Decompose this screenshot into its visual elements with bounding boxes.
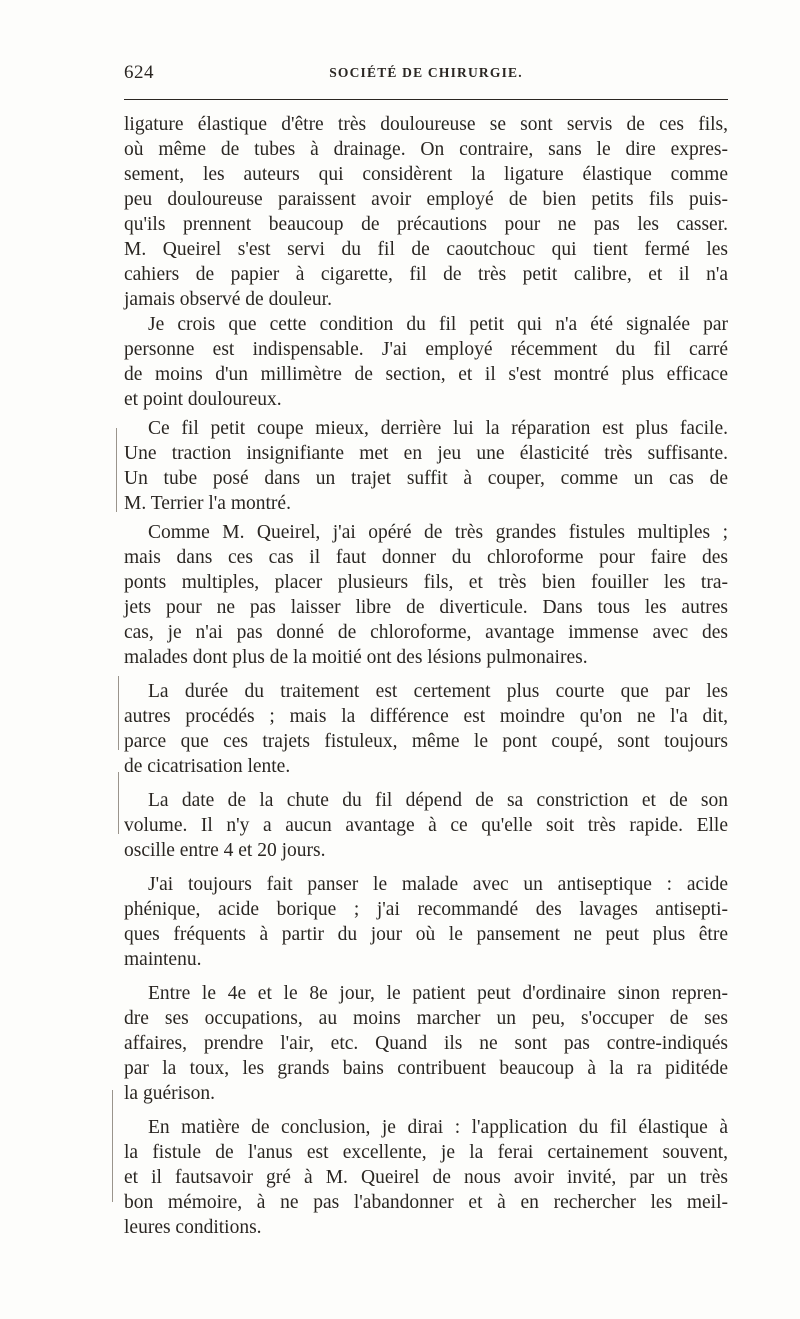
text-line: Entre le 4e et le 8e jour, le patient peut d'ordinaire sinon repren-: [148, 983, 728, 1004]
paragraph: [124, 520, 728, 670]
body-text: [124, 112, 728, 1240]
text-line: et il fautsavoir gré à M. Queirel de nous avoir invité, par un très: [124, 1167, 728, 1188]
text-line: La durée du traitement est certement plus courte que par les: [148, 681, 728, 702]
text-line: Un tube posé dans un trajet suffit à couper, comme un cas de: [124, 468, 728, 489]
text-line: bon mémoire, à ne pas l'abandonner et à en rechercher les meil-: [124, 1192, 728, 1213]
paragraph: [124, 416, 728, 516]
margin-pencil-mark: [112, 1090, 113, 1202]
text-line: et point douloureux.: [124, 389, 282, 410]
text-line: La date de la chute du fil dépend de sa constriction et de son: [148, 790, 728, 811]
text-line: M. Terrier l'a montré.: [124, 493, 291, 514]
text-line: qu'ils prennent beaucoup de précautions pour ne pas les casser.: [124, 214, 728, 235]
text-line: dre ses occupations, au moins marcher un peu, s'occuper de ses: [124, 1008, 728, 1029]
text-line: J'ai toujours fait panser le malade avec un antiseptique : acide: [148, 874, 728, 895]
text-line: M. Queirel s'est servi du fil de caoutchouc qui tient fermé les: [124, 239, 728, 260]
text-line: parce que ces trajets fistuleux, même le pont coupé, sont toujours: [124, 731, 728, 752]
text-line: volume. Il n'y a aucun avantage à ce qu'elle soit très rapide. Elle: [124, 815, 728, 836]
paragraph: [124, 679, 728, 779]
paragraph: [124, 788, 728, 863]
text-line: peu douloureuse paraissent avoir employé de bien petits fils puis-: [124, 189, 728, 210]
text-line: jets pour ne pas laisser libre de diverticule. Dans tous les autres: [124, 597, 728, 618]
paragraph: [124, 872, 728, 972]
margin-pencil-mark: [118, 676, 119, 750]
paragraph: [124, 981, 728, 1106]
text-line: ligature élastique d'être très douloureuse se sont servis de ces fils,: [124, 114, 728, 135]
text-line: malades dont plus de la moitié ont des lésions pulmonaires.: [124, 647, 588, 668]
text-line: cahiers de papier à cigarette, fil de très petit calibre, et il n'a: [124, 264, 728, 285]
text-line: Une traction insignifiante met en jeu une élasticité très suffisante.: [124, 443, 728, 464]
paragraph: [124, 1115, 728, 1240]
page-header: [124, 62, 728, 88]
text-line: ponts multiples, placer plusieurs fils, et très bien fouiller les tra-: [124, 572, 728, 593]
text-line: leures conditions.: [124, 1217, 262, 1238]
page-number: 624: [124, 62, 154, 83]
text-line: autres procédés ; mais la différence est moindre qu'on ne l'a dit,: [124, 706, 728, 727]
text-line: de moins d'un millimètre de section, et il s'est montré plus efficace: [124, 364, 728, 385]
text-line: de cicatrisation lente.: [124, 756, 291, 777]
header-rule: [124, 99, 728, 100]
text-line: Comme M. Queirel, j'ai opéré de très grandes fistules multiples ;: [148, 522, 728, 543]
text-line: affaires, prendre l'air, etc. Quand ils ne sont pas contre-indiqués: [124, 1033, 728, 1054]
text-line: cas, je n'ai pas donné de chloroforme, avantage immense avec des: [124, 622, 728, 643]
margin-pencil-mark: [118, 772, 119, 834]
text-line: maintenu.: [124, 949, 202, 970]
text-line: Ce fil petit coupe mieux, derrière lui la réparation est plus facile.: [148, 418, 728, 439]
text-line: par la toux, les grands bains contribuent beaucoup à la ra piditéde: [124, 1058, 728, 1079]
margin-pencil-mark: [116, 428, 117, 512]
text-line: où même de tubes à drainage. On contraire, sans le dire expres-: [124, 139, 728, 160]
text-line: phénique, acide borique ; j'ai recommandé des lavages antisepti-: [124, 899, 728, 920]
text-line: Je crois que cette condition du fil petit qui n'a été signalée par: [148, 314, 728, 335]
paragraph: [124, 112, 728, 312]
text-line: la guérison.: [124, 1083, 215, 1104]
text-line: jamais observé de douleur.: [124, 289, 332, 310]
text-line: mais dans ces cas il faut donner du chloroforme pour faire des: [124, 547, 728, 568]
text-line: En matière de conclusion, je dirai : l'application du fil élastique à: [148, 1117, 728, 1138]
text-line: personne est indispensable. J'ai employé récemment du fil carré: [124, 339, 728, 360]
text-line: oscille entre 4 et 20 jours.: [124, 840, 326, 861]
paragraph: [124, 312, 728, 412]
text-line: la fistule de l'anus est excellente, je la ferai certainement souvent,: [124, 1142, 728, 1163]
running-head: SOCIÉTÉ DE CHIRURGIE.: [329, 65, 523, 80]
text-line: sement, les auteurs qui considèrent la ligature élastique comme: [124, 164, 728, 185]
text-line: ques fréquents à partir du jour où le pansement ne peut plus être: [124, 924, 728, 945]
